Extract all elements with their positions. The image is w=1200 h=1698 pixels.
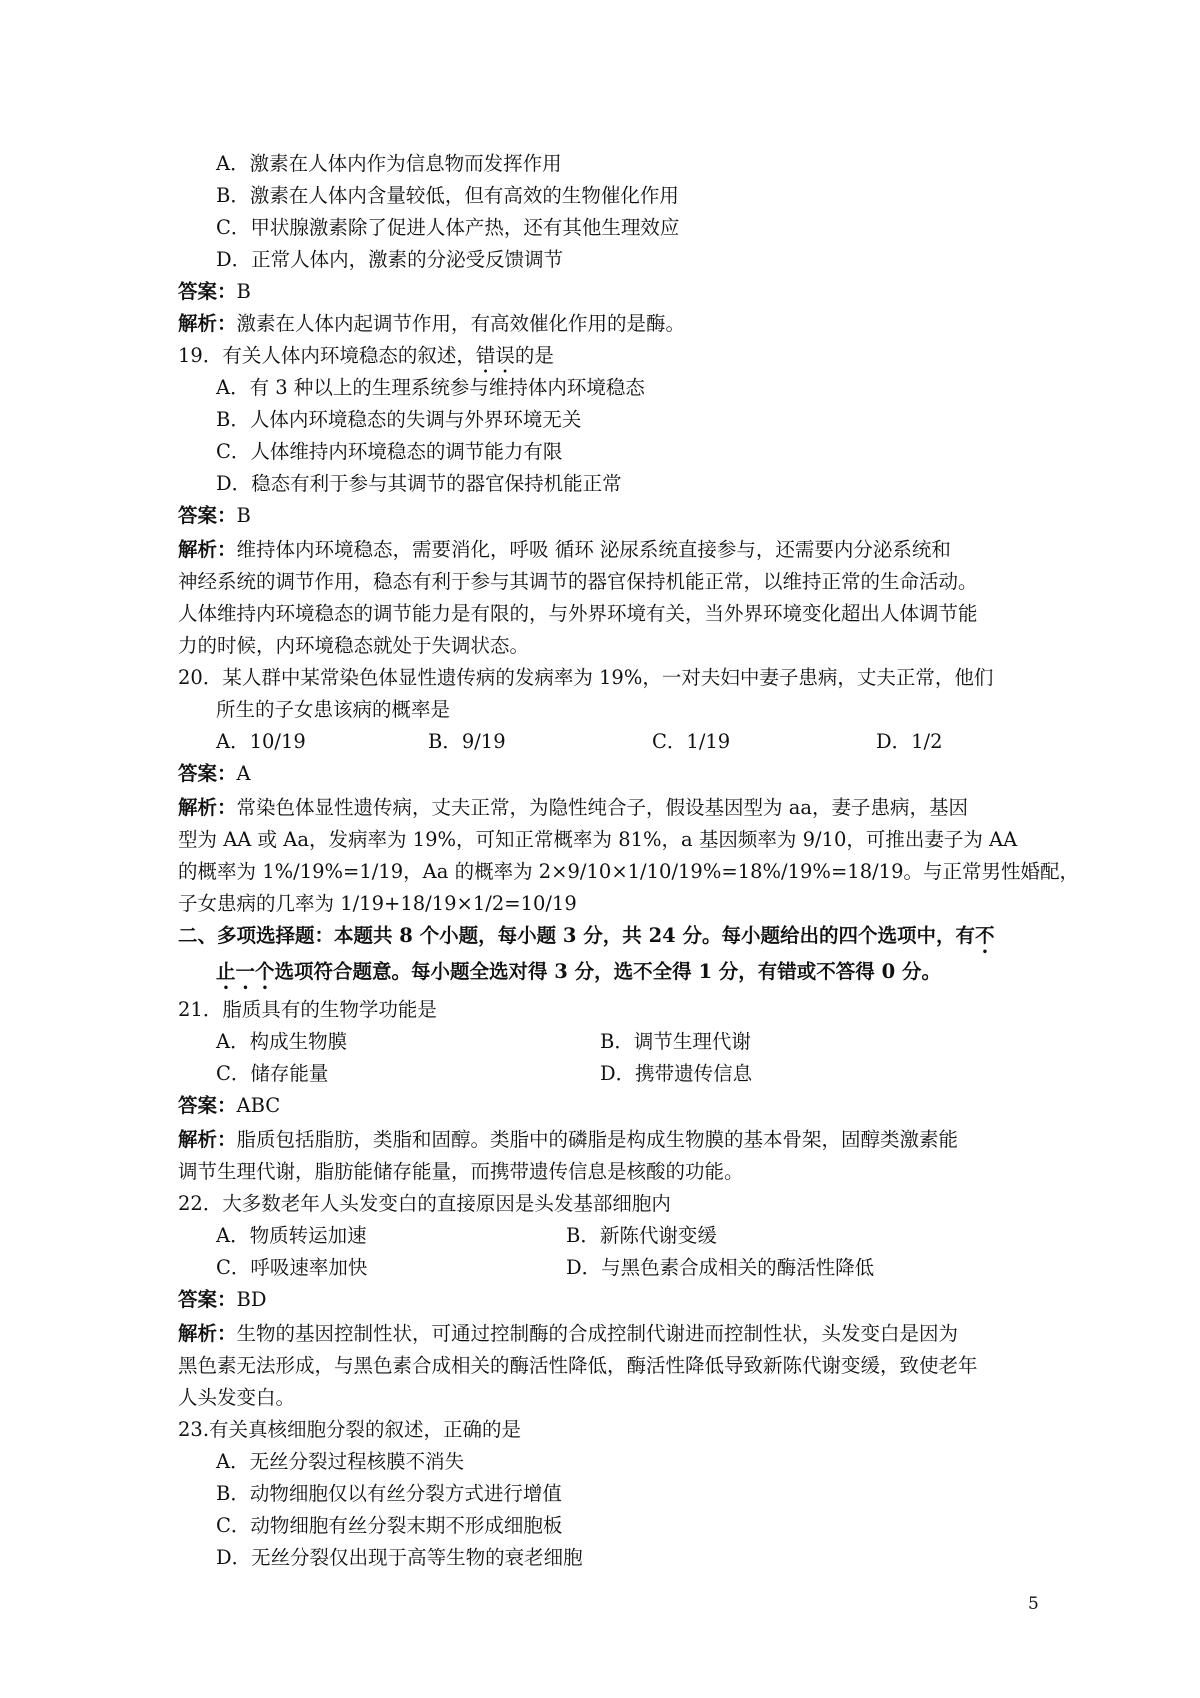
answer-label: 答案： [178, 1288, 237, 1311]
q22-answer [178, 1288, 266, 1312]
q22-analysis-line-3: 人头发变白。 [178, 1386, 296, 1409]
q22-analysis-line-2: 黑色素无法形成，与黑色素合成相关的酶活性降低，酶活性降低导致新陈代谢变缓，致使老年 [178, 1354, 978, 1377]
q19-stem [178, 344, 554, 378]
q21-analysis-line-1 [178, 1128, 958, 1152]
q19-analysis-line-2: 神经系统的调节作用，稳态有利于参与其调节的器官保持机能正常，以维持正常的生命活动。 [178, 570, 978, 593]
section-2-emphasis: 不 [975, 924, 995, 947]
q18-answer [178, 280, 251, 304]
analysis-label: 解析： [178, 796, 237, 819]
section-2-heading-line-1 [178, 924, 995, 958]
analysis-text: 脂质包括脂肪，类脂和固醇。类脂中的磷脂是构成生物膜的基本骨架，固醇类激素能 [236, 1128, 959, 1151]
q20-stem-line-2: 所生的子女患该病的概率是 [216, 698, 451, 721]
q19-analysis-line-4: 力的时候，内环境稳态就处于失调状态。 [178, 634, 530, 657]
q18-option-d: D．正常人体内，激素的分泌受反馈调节 [216, 248, 564, 271]
q21-option-d: D．携带遗传信息 [600, 1062, 753, 1085]
answer-value: B [236, 504, 251, 527]
answer-label: 答案： [178, 504, 237, 527]
q20-analysis-line-3: 的概率为 1%/19%=1/19，Aa 的概率为 2×9/10×1/10/19%=18%/19%=18/19。与正常男性婚配， [178, 860, 1079, 883]
q21-analysis-line-2: 调节生理代谢，脂肪能储存能量，而携带遗传信息是核酸的功能。 [178, 1160, 744, 1183]
answer-label: 答案： [178, 1094, 237, 1117]
answer-label: 答案： [178, 280, 237, 303]
analysis-label: 解析： [178, 1128, 237, 1151]
q18-option-c: C．甲状腺激素除了促进人体产热，还有其他生理效应 [216, 216, 680, 239]
q21-option-c: C．储存能量 [216, 1062, 329, 1085]
q20-analysis-line-1 [178, 796, 968, 820]
q18-option-b: B．激素在人体内含量较低，但有高效的生物催化作用 [216, 184, 679, 207]
q21-stem: 21．脂质具有的生物学功能是 [178, 998, 437, 1021]
q19-stem-emphasis: 错误 [475, 344, 515, 367]
analysis-text: 常染色体显性遗传病，丈夫正常，为隐性纯合子，假设基因型为 aa，妻子患病，基因 [236, 796, 968, 819]
analysis-text: 生物的基因控制性状，可通过控制酶的合成控制代谢进而控制性状，头发变白是因为 [236, 1322, 959, 1345]
q22-option-a: A．物质转运加速 [216, 1224, 367, 1247]
q22-option-b: B．新陈代谢变缓 [566, 1224, 717, 1247]
q21-option-b: B．调节生理代谢 [600, 1030, 751, 1053]
q18-analysis [178, 312, 685, 336]
q19-option-d: D．稳态有利于参与其调节的器官保持机能正常 [216, 472, 622, 495]
analysis-label: 解析： [178, 538, 237, 561]
q21-option-a: A．构成生物膜 [216, 1030, 348, 1053]
q20-option-d: D．1/2 [876, 730, 943, 753]
q20-option-c: C．1/19 [652, 730, 731, 753]
analysis-text: 激素在人体内起调节作用，有高效催化作用的是酶。 [236, 312, 686, 335]
q19-stem-before: 19．有关人体内环境稳态的叙述， [178, 344, 476, 367]
section-2-emphasis: 止一个 [216, 960, 275, 983]
q20-stem-line-1: 20．某人群中某常染色体显性遗传病的发病率为 19%，一对夫妇中妻子患病，丈夫正常，他们 [178, 666, 994, 689]
q18-option-a: A．激素在人体内作为信息物而发挥作用 [216, 152, 562, 175]
q20-option-a: A．10/19 [216, 730, 306, 753]
section-2-heading-line-2 [216, 960, 941, 994]
q22-stem: 22．大多数老年人头发变白的直接原因是头发基部细胞内 [178, 1192, 671, 1215]
q19-analysis-line-1 [178, 538, 951, 562]
q19-answer [178, 504, 251, 528]
q20-answer [178, 762, 251, 786]
answer-value: BD [236, 1288, 267, 1311]
section-2-text: 二、多项选择题：本题共 8 个小题，每小题 3 分，共 24 分。每小题给出的四个选项中，有 [178, 924, 976, 947]
analysis-label: 解析： [178, 312, 237, 335]
q22-option-c: C．呼吸速率加快 [216, 1256, 368, 1279]
q19-analysis-line-3: 人体维持内环境稳态的调节能力是有限的，与外界环境有关，当外界环境变化超出人体调节能 [178, 602, 978, 625]
answer-value: B [236, 280, 251, 303]
page-number: 5 [1028, 1594, 1039, 1614]
analysis-label: 解析： [178, 1322, 237, 1345]
q19-option-b: B．人体内环境稳态的失调与外界环境无关 [216, 408, 582, 431]
q22-analysis-line-1 [178, 1322, 958, 1346]
q19-stem-after: 的是 [514, 344, 554, 367]
answer-value: ABC [236, 1094, 281, 1117]
analysis-text: 维持体内环境稳态，需要消化，呼吸 循环 泌尿系统直接参与，还需要内分泌系统和 [236, 538, 951, 561]
q20-analysis-line-4: 子女患病的几率为 1/19+18/19×1/2=10/19 [178, 892, 577, 915]
q21-answer [178, 1094, 280, 1118]
q23-option-c: C．动物细胞有丝分裂末期不形成细胞板 [216, 1514, 563, 1537]
q22-option-d: D．与黑色素合成相关的酶活性降低 [566, 1256, 875, 1279]
q19-option-c: C．人体维持内环境稳态的调节能力有限 [216, 440, 563, 463]
section-2-text: 选项符合题意。每小题全选对得 3 分，选不全得 1 分，有错或不答得 0 分。 [274, 960, 941, 983]
q23-stem: 23.有关真核细胞分裂的叙述，正确的是 [178, 1418, 522, 1441]
q23-option-a: A．无丝分裂过程核膜不消失 [216, 1450, 465, 1473]
answer-label: 答案： [178, 762, 237, 785]
q23-option-d: D．无丝分裂仅出现于高等生物的衰老细胞 [216, 1546, 583, 1569]
q19-option-a: A．有 3 种以上的生理系统参与维持体内环境稳态 [216, 376, 645, 399]
q20-option-b: B．9/19 [428, 730, 506, 753]
q23-option-b: B．动物细胞仅以有丝分裂方式进行增值 [216, 1482, 562, 1505]
answer-value: A [236, 762, 251, 785]
q20-analysis-line-2: 型为 AA 或 Aa，发病率为 19%，可知正常概率为 81%，a 基因频率为 9/10，可推出妻子为 AA [178, 828, 1018, 851]
